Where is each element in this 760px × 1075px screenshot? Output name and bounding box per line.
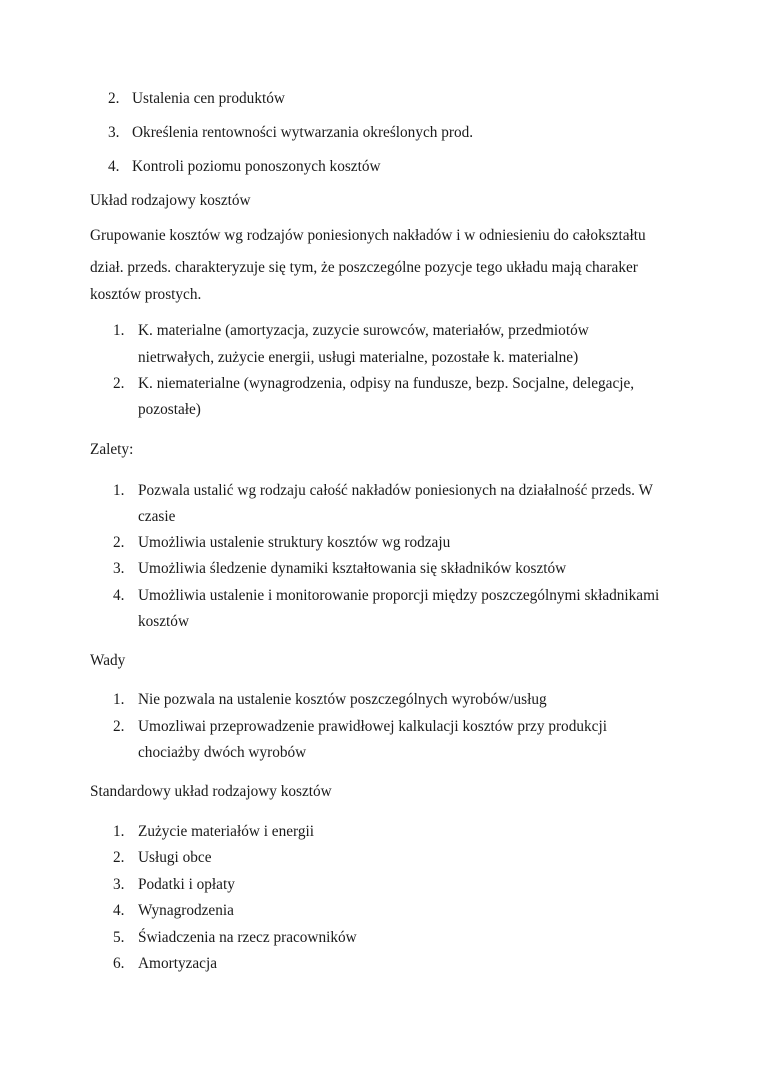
section-heading: Układ rodzajowy kosztów <box>90 192 251 209</box>
list-number: 4. <box>113 902 125 919</box>
list-number: 2. <box>113 718 125 735</box>
list-item: Amortyzacja <box>138 955 217 972</box>
list-item-cont: pozostałe) <box>138 401 201 418</box>
paragraph-line: dział. przeds. charakteryzuje się tym, że poszczególne pozycje tego układu mają charaker <box>90 259 638 276</box>
list-number: 4. <box>108 158 120 175</box>
list-number: 2. <box>113 849 125 866</box>
list-item: Nie pozwala na ustalenie kosztów poszczególnych wyrobów/usług <box>138 691 547 708</box>
list-item: Umożliwia ustalenie i monitorowanie proporcji między poszczególnymi składnikami <box>138 587 660 604</box>
paragraph-line: Grupowanie kosztów wg rodzajów poniesionych nakładów i w odniesieniu do całokształtu <box>90 227 646 244</box>
list-number: 6. <box>113 955 125 972</box>
list-number: 3. <box>113 876 125 893</box>
list-number: 3. <box>113 560 125 577</box>
list-number: 1. <box>113 322 125 339</box>
list-number: 1. <box>113 691 125 708</box>
list-item: Pozwala ustalić wg rodzaju całość nakładów poniesionych na działalność przeds. W <box>138 482 653 499</box>
list-item-cont: nietrwałych, zużycie energii, usługi materialne, pozostałe k. materialne) <box>138 349 579 366</box>
list-item: Ustalenia cen produktów <box>132 90 285 107</box>
list-item: Podatki i opłaty <box>138 876 235 893</box>
list-number: 2. <box>108 90 120 107</box>
list-number: 3. <box>108 124 120 141</box>
list-item-cont: czasie <box>138 508 176 525</box>
list-number: 1. <box>113 823 125 840</box>
section-heading: Wady <box>90 652 126 669</box>
list-item: Kontroli poziomu ponoszonych kosztów <box>132 158 381 175</box>
list-number: 5. <box>113 929 125 946</box>
list-item-cont: kosztów <box>138 613 189 630</box>
list-number: 4. <box>113 587 125 604</box>
list-item: Umożliwia śledzenie dynamiki kształtowania się składników kosztów <box>138 560 567 577</box>
section-heading: Standardowy układ rodzajowy kosztów <box>90 783 332 800</box>
list-item: Umozliwai przeprowadzenie prawidłowej kalkulacji kosztów przy produkcji <box>138 718 607 735</box>
list-number: 2. <box>113 375 125 392</box>
list-item: K. niematerialne (wynagrodzenia, odpisy na fundusze, bezp. Socjalne, delegacje, <box>138 375 635 392</box>
list-number: 1. <box>113 482 125 499</box>
list-number: 2. <box>113 534 125 551</box>
list-item: Określenia rentowności wytwarzania określonych prod. <box>132 124 474 141</box>
paragraph-line: kosztów prostych. <box>90 286 202 303</box>
list-item: Świadczenia na rzecz pracowników <box>138 929 357 946</box>
list-item: Zużycie materiałów i energii <box>138 823 314 840</box>
list-item: Umożliwia ustalenie struktury kosztów wg rodzaju <box>138 534 451 551</box>
list-item: Usługi obce <box>138 849 212 866</box>
list-item: K. materialne (amortyzacja, zuzycie surowców, materiałów, przedmiotów <box>138 322 589 339</box>
list-item-cont: chociażby dwóch wyrobów <box>138 744 307 761</box>
section-heading: Zalety: <box>90 441 134 458</box>
list-item: Wynagrodzenia <box>138 902 234 919</box>
